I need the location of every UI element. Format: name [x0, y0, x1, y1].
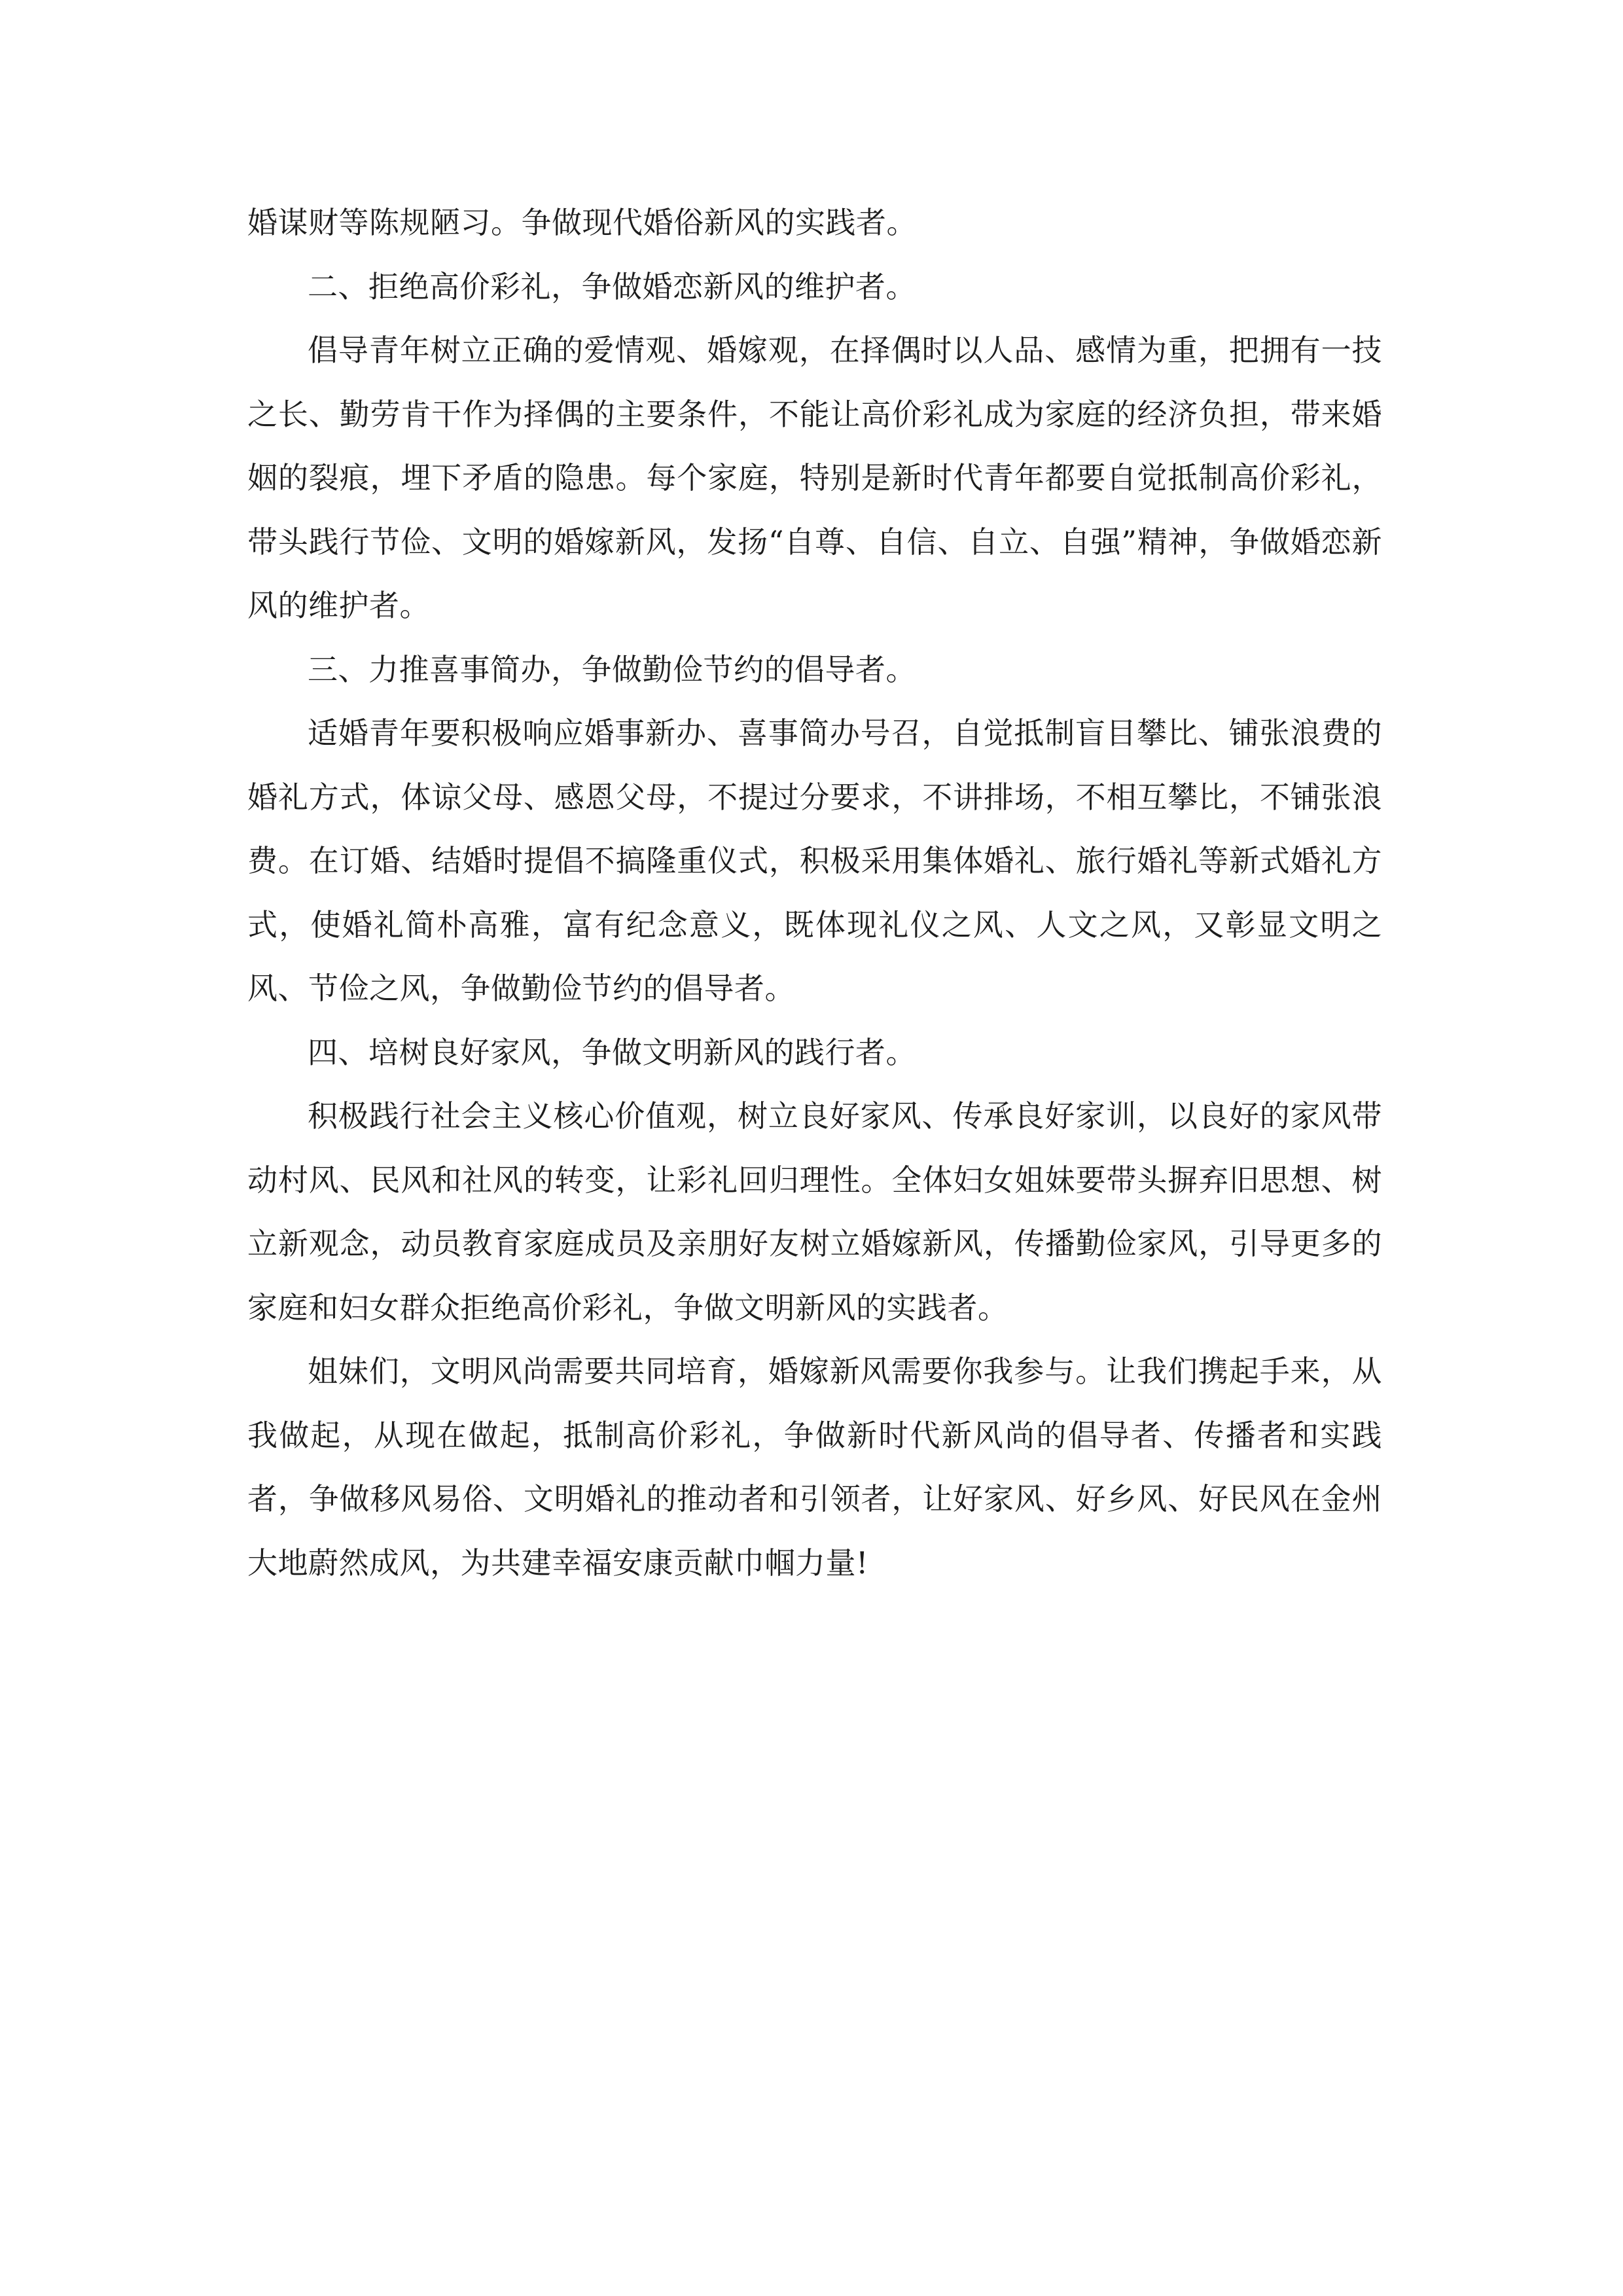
section-heading-4: 四、培树良好家风，争做文明新风的践行者。 — [308, 1034, 916, 1070]
paragraph-section-4: 积极践行社会主义核心价值观，树立良好家风、传承良好家训，以良好的家风带动村风、民风和社风的转变，让彩礼回归理性。全体妇女姐妹要带头摒弃旧思想、树立新观念，动员教育家庭成员及亲朋好友树立婚嫁新风，传播勤俭家风，引导更多的家庭和妇女群众拒绝高价彩礼，争做文明新风的实践者。 — [247, 1098, 1382, 1325]
section-heading-3: 三、力推喜事简办，争做勤俭节约的倡导者。 — [308, 651, 916, 687]
paragraph-section-3: 适婚青年要积极响应婚事新办、喜事简办号召，自觉抵制盲目攀比、铺张浪费的婚礼方式，体谅父母、感恩父母，不提过分要求，不讲排场，不相互攀比，不铺张浪费。在订婚、结婚时提倡不搞隆重仪式，积极采用集体婚礼、旅行婚礼等新式婚礼方式，使婚礼简朴高雅，富有纪念意义，既体现礼仪之风、人文之风，又彰显文明之风、节俭之风，争做勤俭节约的倡导者。 — [247, 715, 1382, 1006]
section-heading-2: 二、拒绝高价彩礼，争做婚恋新风的维护者。 — [308, 268, 916, 304]
paragraph-closing: 姐妹们，文明风尚需要共同培育，婚嫁新风需要你我参与。让我们携起手来，从我做起，从现在做起，抵制高价彩礼，争做新时代新风尚的倡导者、传播者和实践者，争做移风易俗、文明婚礼的推动者和引领者，让好家风、好乡风、好民风在金州大地蔚然成风，为共建幸福安康贡献巾帼力量! — [247, 1354, 1382, 1581]
paragraph-continuation: 婚谋财等陈规陋习。争做现代婚俗新风的实践者。 — [247, 205, 917, 240]
paragraph-section-2: 倡导青年树立正确的爱情观、婚嫁观，在择偶时以人品、感情为重，把拥有一技之长、勤劳肯干作为择偶的主要条件，不能让高价彩礼成为家庭的经济负担，带来婚姻的裂痕，埋下矛盾的隐患。每个家庭，特别是新时代青年都要自觉抵制高价彩礼，带头践行节俭、文明的婚嫁新风，发扬“自尊、自信、自立、自强”精神，争做婚恋新风的维护者。 — [247, 332, 1382, 623]
document-body — [247, 191, 1382, 1595]
